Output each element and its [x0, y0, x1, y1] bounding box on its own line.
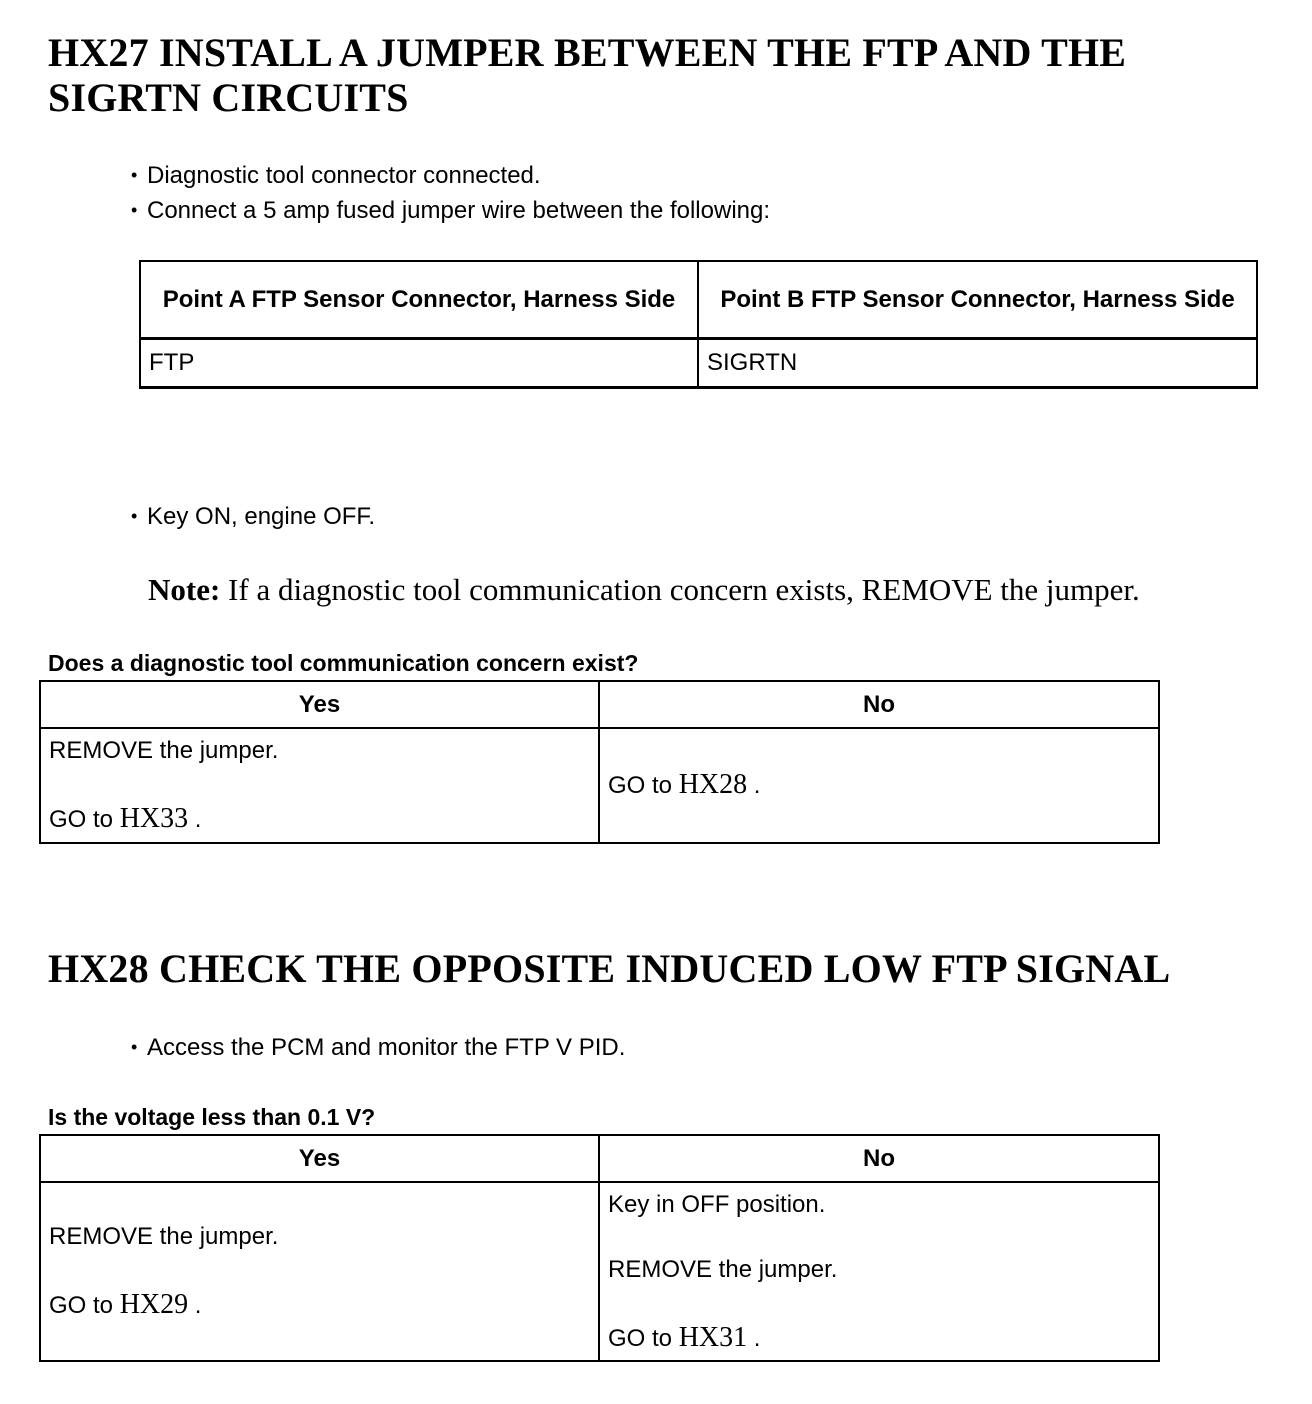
- goto-link-hx28[interactable]: HX28: [678, 769, 748, 800]
- point-b-cell: SIGRTN: [698, 339, 1257, 388]
- yes-goto: [49, 804, 590, 835]
- table-row: [140, 339, 1257, 388]
- bullet-icon: •: [131, 1037, 138, 1057]
- yes-goto: [49, 1290, 590, 1321]
- no-header: No: [599, 1135, 1159, 1182]
- yes-instruction: REMOVE the jumper.: [49, 1223, 279, 1250]
- yes-header: Yes: [40, 1135, 599, 1182]
- hx27-heading: [48, 30, 1126, 120]
- goto-link-hx33[interactable]: HX33: [119, 803, 189, 834]
- no-header: No: [599, 681, 1159, 728]
- bullet-item: [131, 160, 541, 191]
- table-row: [40, 1182, 1159, 1361]
- hx27-heading-line2: SIGRTN CIRCUITS: [48, 75, 409, 120]
- hx28-decision-table: [39, 1134, 1160, 1362]
- yes-instruction: REMOVE the jumper.: [49, 737, 279, 764]
- goto-suffix: .: [747, 1324, 761, 1352]
- goto-link-hx31[interactable]: HX31: [678, 1321, 748, 1353]
- goto-prefix: GO to: [608, 1324, 679, 1352]
- no-goto: [608, 1323, 1150, 1354]
- bullet-item: [131, 195, 770, 226]
- yes-header: Yes: [40, 681, 599, 728]
- bullet-item: [131, 501, 375, 532]
- table-row: [40, 728, 1159, 843]
- note: [148, 570, 1140, 610]
- bullet-icon: •: [131, 200, 138, 220]
- table-header-row: [40, 1135, 1159, 1182]
- no-cell: [599, 728, 1159, 843]
- goto-suffix: .: [188, 1292, 202, 1319]
- table-header-row: [140, 261, 1257, 339]
- note-text: If a diagnostic tool communication concern exists, REMOVE the jumper.: [220, 572, 1140, 607]
- goto-suffix: .: [747, 772, 761, 799]
- bullet-text: Connect a 5 amp fused jumper wire between the following:: [147, 197, 771, 224]
- no-instruction-remove: REMOVE the jumper.: [608, 1255, 838, 1283]
- hx27-question: Does a diagnostic tool communication concern exist?: [48, 650, 639, 676]
- connector-table: [139, 260, 1258, 389]
- goto-link-hx29[interactable]: HX29: [119, 1289, 189, 1320]
- yes-cell: [40, 728, 599, 843]
- point-a-cell: FTP: [140, 339, 698, 388]
- no-goto: [608, 770, 1150, 801]
- hx27-decision-table: [39, 680, 1160, 844]
- point-b-header: Point B FTP Sensor Connector, Harness Side: [698, 261, 1257, 339]
- note-label: Note:: [148, 572, 221, 607]
- bullet-icon: •: [131, 506, 138, 526]
- bullet-icon: •: [131, 165, 138, 185]
- goto-suffix: .: [188, 806, 202, 833]
- hx28-question: Is the voltage less than 0.1 V?: [48, 1104, 376, 1130]
- hx28-heading: HX28 CHECK THE OPPOSITE INDUCED LOW FTP SIGNAL: [48, 946, 1171, 991]
- goto-prefix: GO to: [49, 806, 120, 833]
- bullet-item: [131, 1032, 625, 1063]
- goto-prefix: GO to: [49, 1292, 120, 1319]
- bullet-text: Diagnostic tool connector connected.: [147, 162, 541, 189]
- hx27-heading-line1: HX27 INSTALL A JUMPER BETWEEN THE FTP AND THE: [48, 30, 1127, 75]
- no-cell: [599, 1182, 1159, 1361]
- bullet-text: Key ON, engine OFF.: [147, 503, 376, 530]
- point-a-header: Point A FTP Sensor Connector, Harness Side: [140, 261, 698, 339]
- table-header-row: [40, 681, 1159, 728]
- goto-prefix: GO to: [608, 772, 679, 799]
- no-instruction-key: Key in OFF position.: [608, 1190, 826, 1218]
- yes-cell: [40, 1182, 599, 1361]
- bullet-text: Access the PCM and monitor the FTP V PID.: [147, 1034, 626, 1061]
